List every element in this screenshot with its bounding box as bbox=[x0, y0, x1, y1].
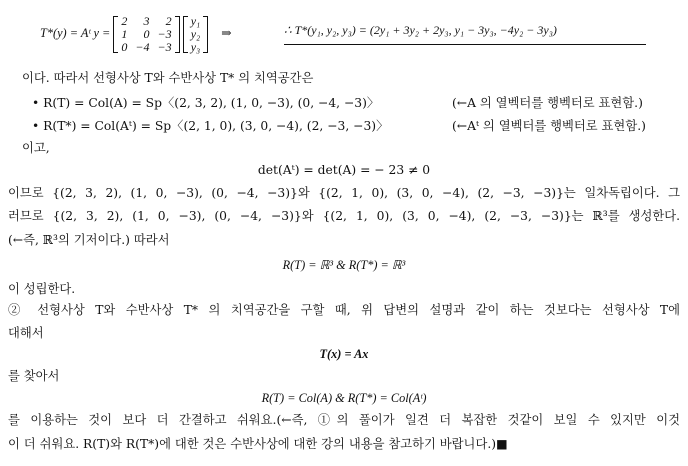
matrix-cell: 2 bbox=[121, 13, 128, 28]
vector-cell: y₃ bbox=[190, 39, 201, 54]
bullet-range-t: • R(T) = Col(A) = Sp〈(2, 3, 2), (1, 0, −3), (0, −4, −3)〉 bbox=[32, 96, 380, 110]
text-line: 를 찾아서 bbox=[8, 369, 60, 383]
matrix-cell: 3 bbox=[143, 13, 150, 28]
text-line: ② 선형사상 T와 수반사상 T* 의 치역공간을 구할 때, 위 답변의 설명과 같이 하는 것보다는 선형사상 T에 bbox=[8, 303, 680, 317]
text-line: 이다. 따라서 선형사상 T와 수반사상 T* 의 치역공간은 bbox=[22, 71, 314, 85]
text-line: 이므로 {(2, 3, 2), (1, 0, −3), (0, −4, −3)}와 {(2, 1, 0), (3, 0, −4), (2, −3, −3)}는 일차독립이다. 그 bbox=[8, 186, 680, 200]
text-line: 이고, bbox=[22, 141, 50, 155]
matrix-cell: −3 bbox=[157, 26, 172, 41]
text-line: (←즉, ℝ³의 기저이다.) 따라서 bbox=[8, 233, 170, 247]
bullet-note: (←Aᵗ 의 열벡터를 행벡터로 표현함.) bbox=[452, 119, 646, 133]
text-line: 대해서 bbox=[8, 326, 44, 340]
matrix-cell: 1 bbox=[121, 26, 128, 41]
text-line: 이 성립한다. bbox=[8, 282, 76, 296]
text-line: 러므로 {(2, 3, 2), (1, 0, −3), (0, −4, −3)}와 {(2, 1, 0), (3, 0, −4), (2, −3, −3)}는 ℝ³를 생성한다. bbox=[8, 209, 680, 223]
column-space-equation: R(T) = Col(A) & R(T*) = Col(Aᵗ) bbox=[261, 391, 427, 405]
matrix-cell: 0 bbox=[121, 39, 128, 54]
adjoint-formula: ∴ T*(y₁, y₂, y₃) = (2y₁ + 3y₂ + 2y₃, y₁ − 3y₃, −4y₂ − 3y₃) bbox=[284, 22, 646, 45]
text-line: 이 더 쉬워요. R(T)와 R(T*)에 대한 것은 수반사상에 대한 강의 내용을 참고하기 바랍니다.)■ bbox=[8, 437, 508, 451]
range-equation: R(T) = ℝ³ & R(T*) = ℝ³ bbox=[282, 258, 406, 272]
matrix-cell: −4 bbox=[135, 39, 150, 54]
text-line: 를 이용하는 것이 보다 더 간결하고 쉬워요.(←즉, ①의 풀이가 일견 더 복잡한 것같이 보일 수 있지만 이것 bbox=[8, 413, 680, 427]
implies-symbol: ⇒ bbox=[221, 26, 232, 40]
determinant-equation: det(Aᵗ) = det(A) = − 23 ≠ 0 bbox=[257, 163, 431, 177]
linear-map-equation: T(x) = Ax bbox=[319, 347, 369, 361]
bullet-range-t-star: • R(T*) = Col(Aᵗ) = Sp〈(2, 1, 0), (3, 0, −4), (2, −3, −3)〉 bbox=[32, 119, 389, 133]
vector-cell: y₁ bbox=[190, 13, 201, 28]
top-equation bbox=[40, 10, 242, 56]
matrix-cell: 2 bbox=[165, 13, 172, 28]
equation-lhs: T*(y) = Aᵗ y = bbox=[40, 26, 111, 40]
y-vector bbox=[183, 15, 209, 54]
bullet-note: (←A 의 열벡터를 행벡터로 표현함.) bbox=[452, 96, 643, 110]
coefficient-matrix bbox=[113, 15, 179, 54]
vector-cell: y₂ bbox=[190, 26, 201, 41]
matrix-cell: −3 bbox=[157, 39, 172, 54]
matrix-cell: 0 bbox=[143, 26, 150, 41]
